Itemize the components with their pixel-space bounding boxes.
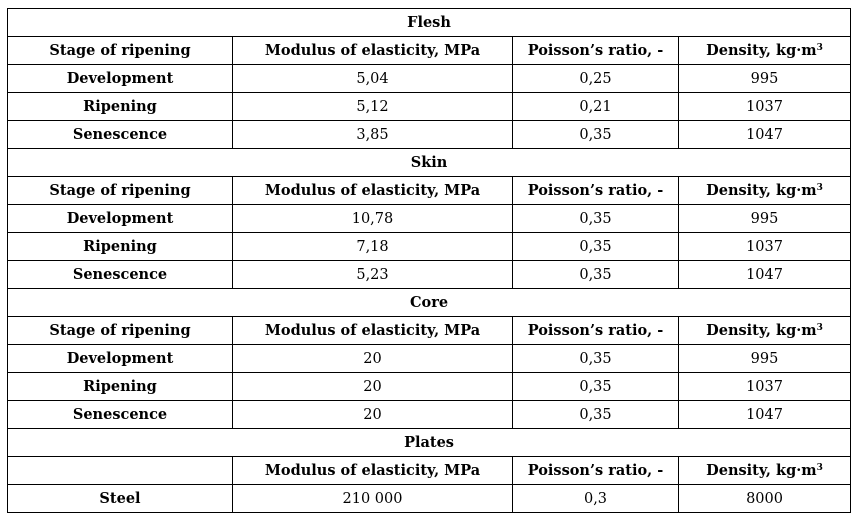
modulus-cell: 5,23 — [233, 261, 513, 289]
column-header-stage: Stage of ripening — [8, 37, 233, 65]
poisson-cell: 0,3 — [513, 485, 679, 513]
column-header-poisson: Poisson’s ratio, - — [513, 37, 679, 65]
density-cell: 995 — [679, 65, 851, 93]
material-cell: Steel — [8, 485, 233, 513]
density-cell: 1037 — [679, 233, 851, 261]
density-cell: 1037 — [679, 93, 851, 121]
table-row-skin-ripening — [8, 233, 851, 261]
stage-cell: Senescence — [8, 261, 233, 289]
section-title-core: Core — [8, 289, 851, 317]
section-title-skin: Skin — [8, 149, 851, 177]
section-row-skin — [8, 149, 851, 177]
stage-cell: Senescence — [8, 401, 233, 429]
table-row-core-development — [8, 345, 851, 373]
header-row-flesh — [8, 37, 851, 65]
stage-cell: Senescence — [8, 121, 233, 149]
modulus-cell: 10,78 — [233, 205, 513, 233]
poisson-cell: 0,25 — [513, 65, 679, 93]
column-header-stage: Stage of ripening — [8, 177, 233, 205]
stage-cell: Ripening — [8, 93, 233, 121]
stage-cell: Development — [8, 65, 233, 93]
poisson-cell: 0,35 — [513, 121, 679, 149]
density-cell: 1047 — [679, 401, 851, 429]
column-header-stage-empty — [8, 457, 233, 485]
modulus-cell: 3,85 — [233, 121, 513, 149]
header-row-skin — [8, 177, 851, 205]
column-header-modulus: Modulus of elasticity, MPa — [233, 457, 513, 485]
poisson-cell: 0,35 — [513, 345, 679, 373]
column-header-modulus: Modulus of elasticity, MPa — [233, 317, 513, 345]
density-cell: 1037 — [679, 373, 851, 401]
column-header-poisson: Poisson’s ratio, - — [513, 177, 679, 205]
column-header-density: Density, $kg\cdot m^3$ — [679, 37, 851, 65]
section-title-plates: Plates — [8, 429, 851, 457]
column-header-poisson: Poisson’s ratio, - — [513, 457, 679, 485]
column-header-density: Density, $kg\cdot m^3$ — [679, 317, 851, 345]
stage-cell: Development — [8, 345, 233, 373]
density-cell: 995 — [679, 205, 851, 233]
poisson-cell: 0,35 — [513, 401, 679, 429]
poisson-cell: 0,35 — [513, 261, 679, 289]
header-row-core — [8, 317, 851, 345]
table-row-flesh-senescence — [8, 121, 851, 149]
modulus-cell: 7,18 — [233, 233, 513, 261]
column-header-modulus: Modulus of elasticity, MPa — [233, 177, 513, 205]
poisson-cell: 0,35 — [513, 233, 679, 261]
density-cell: 1047 — [679, 121, 851, 149]
density-cell: 8000 — [679, 485, 851, 513]
table-row-flesh-ripening — [8, 93, 851, 121]
section-row-core — [8, 289, 851, 317]
section-title-flesh: Flesh — [8, 9, 851, 37]
section-row-plates — [8, 429, 851, 457]
density-cell: 995 — [679, 345, 851, 373]
poisson-cell: 0,21 — [513, 93, 679, 121]
table-row-skin-development — [8, 205, 851, 233]
column-header-density: Density, $kg\cdot m^3$ — [679, 457, 851, 485]
material-properties-table — [7, 8, 851, 513]
section-row-flesh — [8, 9, 851, 37]
header-row-plates — [8, 457, 851, 485]
modulus-cell: 5,12 — [233, 93, 513, 121]
column-header-poisson: Poisson’s ratio, - — [513, 317, 679, 345]
poisson-cell: 0,35 — [513, 205, 679, 233]
table-row-skin-senescence — [8, 261, 851, 289]
density-cell: 1047 — [679, 261, 851, 289]
stage-cell: Development — [8, 205, 233, 233]
column-header-stage: Stage of ripening — [8, 317, 233, 345]
table-row-plates-steel — [8, 485, 851, 513]
modulus-cell: 5,04 — [233, 65, 513, 93]
table-row-core-senescence — [8, 401, 851, 429]
modulus-cell: 210 000 — [233, 485, 513, 513]
stage-cell: Ripening — [8, 233, 233, 261]
modulus-cell: 20 — [233, 345, 513, 373]
table-row-flesh-development — [8, 65, 851, 93]
column-header-density: Density, $kg\cdot m^3$ — [679, 177, 851, 205]
column-header-modulus: Modulus of elasticity, MPa — [233, 37, 513, 65]
stage-cell: Ripening — [8, 373, 233, 401]
modulus-cell: 20 — [233, 373, 513, 401]
table-row-core-ripening — [8, 373, 851, 401]
modulus-cell: 20 — [233, 401, 513, 429]
poisson-cell: 0,35 — [513, 373, 679, 401]
